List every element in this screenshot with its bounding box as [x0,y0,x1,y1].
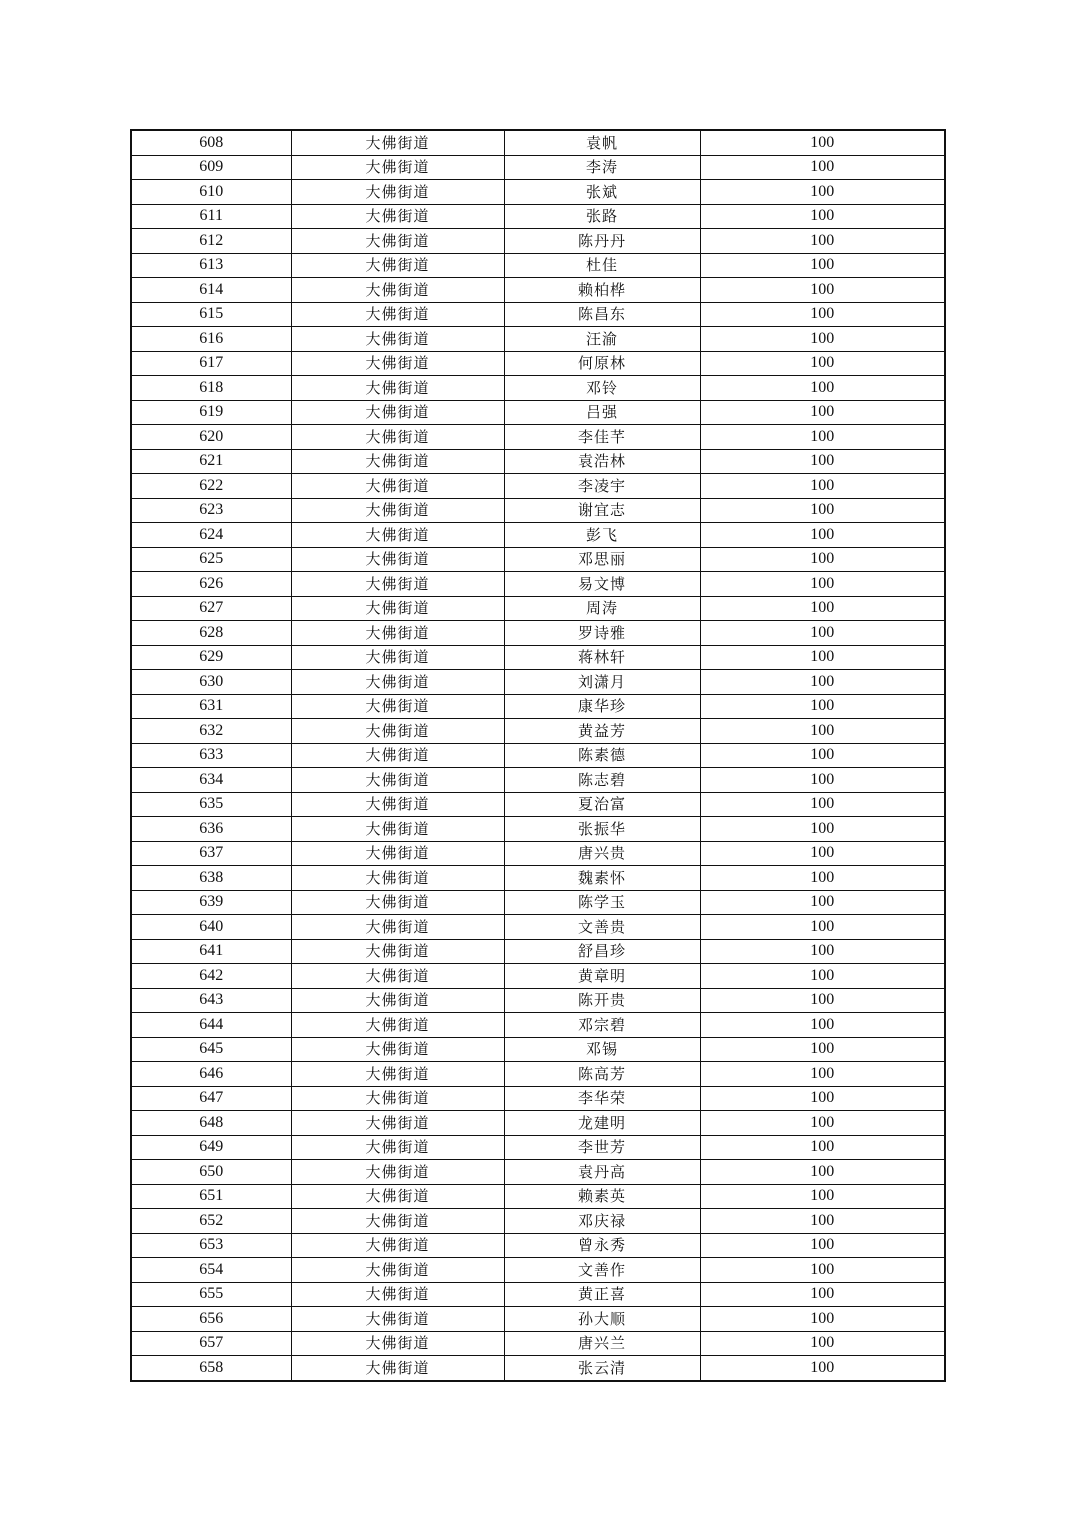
amount-cell: 100 [700,474,945,499]
person-name-cell: 邓思丽 [504,547,700,572]
person-name-cell: 邓锡 [504,1037,700,1062]
amount-cell: 100 [700,1307,945,1332]
person-name-cell: 魏素怀 [504,866,700,891]
table-row [131,155,945,180]
person-name-cell: 蒋林轩 [504,645,700,670]
amount-cell: 100 [700,278,945,303]
street-cell: 大佛街道 [291,425,504,450]
table-row [131,841,945,866]
street-cell: 大佛街道 [291,743,504,768]
table-row [131,302,945,327]
person-name-cell: 陈昌东 [504,302,700,327]
row-number-cell: 640 [131,915,291,940]
person-name-cell: 袁帆 [504,130,700,155]
person-name-cell: 李佳芊 [504,425,700,450]
row-number-cell: 629 [131,645,291,670]
amount-cell: 100 [700,498,945,523]
amount-cell: 100 [700,327,945,352]
amount-cell: 100 [700,1258,945,1283]
row-number-cell: 647 [131,1086,291,1111]
row-number-cell: 655 [131,1282,291,1307]
street-cell: 大佛街道 [291,1233,504,1258]
row-number-cell: 641 [131,939,291,964]
street-cell: 大佛街道 [291,130,504,155]
row-number-cell: 610 [131,180,291,205]
table-row [131,621,945,646]
row-number-cell: 648 [131,1111,291,1136]
table-row [131,400,945,425]
table-row [131,694,945,719]
street-cell: 大佛街道 [291,547,504,572]
person-name-cell: 杜佳 [504,253,700,278]
row-number-cell: 638 [131,866,291,891]
person-name-cell: 张斌 [504,180,700,205]
amount-cell: 100 [700,817,945,842]
row-number-cell: 612 [131,229,291,254]
row-number-cell: 617 [131,351,291,376]
table-row [131,596,945,621]
street-cell: 大佛街道 [291,498,504,523]
person-name-cell: 易文博 [504,572,700,597]
amount-cell: 100 [700,768,945,793]
person-name-cell: 张路 [504,204,700,229]
row-number-cell: 615 [131,302,291,327]
amount-cell: 100 [700,229,945,254]
person-name-cell: 彭飞 [504,523,700,548]
table-row [131,1233,945,1258]
person-name-cell: 张云清 [504,1356,700,1381]
row-number-cell: 656 [131,1307,291,1332]
amount-cell: 100 [700,1282,945,1307]
table-row [131,1282,945,1307]
table-row [131,988,945,1013]
table-row [131,890,945,915]
person-name-cell: 文善贵 [504,915,700,940]
table-row [131,449,945,474]
row-number-cell: 642 [131,964,291,989]
row-number-cell: 622 [131,474,291,499]
street-cell: 大佛街道 [291,523,504,548]
street-cell: 大佛街道 [291,204,504,229]
amount-cell: 100 [700,1331,945,1356]
row-number-cell: 645 [131,1037,291,1062]
amount-cell: 100 [700,596,945,621]
amount-cell: 100 [700,449,945,474]
person-name-cell: 罗诗雅 [504,621,700,646]
amount-cell: 100 [700,1086,945,1111]
table-row [131,130,945,155]
street-cell: 大佛街道 [291,964,504,989]
street-cell: 大佛街道 [291,621,504,646]
row-number-cell: 635 [131,792,291,817]
amount-cell: 100 [700,302,945,327]
amount-cell: 100 [700,1013,945,1038]
table-row [131,327,945,352]
row-number-cell: 650 [131,1160,291,1185]
person-name-cell: 赖柏桦 [504,278,700,303]
table-row [131,792,945,817]
person-name-cell: 龙建明 [504,1111,700,1136]
street-cell: 大佛街道 [291,351,504,376]
row-number-cell: 611 [131,204,291,229]
row-number-cell: 651 [131,1184,291,1209]
amount-cell: 100 [700,915,945,940]
row-number-cell: 618 [131,376,291,401]
amount-cell: 100 [700,866,945,891]
amount-cell: 100 [700,743,945,768]
street-cell: 大佛街道 [291,1184,504,1209]
amount-cell: 100 [700,1160,945,1185]
person-name-cell: 陈学玉 [504,890,700,915]
table-row [131,1209,945,1234]
person-name-cell: 陈开贵 [504,988,700,1013]
amount-cell: 100 [700,1356,945,1381]
street-cell: 大佛街道 [291,1307,504,1332]
amount-cell: 100 [700,890,945,915]
row-number-cell: 658 [131,1356,291,1381]
amount-cell: 100 [700,939,945,964]
roster-table-body [131,130,945,1381]
row-number-cell: 621 [131,449,291,474]
row-number-cell: 626 [131,572,291,597]
person-name-cell: 康华珍 [504,694,700,719]
table-row [131,670,945,695]
amount-cell: 100 [700,1062,945,1087]
street-cell: 大佛街道 [291,1037,504,1062]
amount-cell: 100 [700,1233,945,1258]
person-name-cell: 吕强 [504,400,700,425]
street-cell: 大佛街道 [291,278,504,303]
row-number-cell: 637 [131,841,291,866]
table-row [131,1111,945,1136]
street-cell: 大佛街道 [291,302,504,327]
table-row [131,425,945,450]
street-cell: 大佛街道 [291,890,504,915]
amount-cell: 100 [700,719,945,744]
table-row [131,547,945,572]
street-cell: 大佛街道 [291,866,504,891]
roster-table [130,129,946,1382]
amount-cell: 100 [700,694,945,719]
row-number-cell: 657 [131,1331,291,1356]
amount-cell: 100 [700,792,945,817]
street-cell: 大佛街道 [291,155,504,180]
person-name-cell: 陈高芳 [504,1062,700,1087]
street-cell: 大佛街道 [291,180,504,205]
person-name-cell: 舒昌珍 [504,939,700,964]
street-cell: 大佛街道 [291,1209,504,1234]
street-cell: 大佛街道 [291,449,504,474]
person-name-cell: 赖素英 [504,1184,700,1209]
table-row [131,866,945,891]
street-cell: 大佛街道 [291,719,504,744]
amount-cell: 100 [700,425,945,450]
amount-cell: 100 [700,1184,945,1209]
table-row [131,1135,945,1160]
person-name-cell: 夏治富 [504,792,700,817]
amount-cell: 100 [700,645,945,670]
person-name-cell: 文善作 [504,1258,700,1283]
row-number-cell: 649 [131,1135,291,1160]
row-number-cell: 624 [131,523,291,548]
table-row [131,915,945,940]
street-cell: 大佛街道 [291,694,504,719]
person-name-cell: 陈丹丹 [504,229,700,254]
street-cell: 大佛街道 [291,792,504,817]
street-cell: 大佛街道 [291,327,504,352]
street-cell: 大佛街道 [291,768,504,793]
person-name-cell: 黄章明 [504,964,700,989]
amount-cell: 100 [700,180,945,205]
row-number-cell: 653 [131,1233,291,1258]
table-row [131,351,945,376]
table-row [131,645,945,670]
table-row [131,1086,945,1111]
table-row [131,719,945,744]
person-name-cell: 黄正喜 [504,1282,700,1307]
row-number-cell: 623 [131,498,291,523]
amount-cell: 100 [700,572,945,597]
street-cell: 大佛街道 [291,670,504,695]
person-name-cell: 李华荣 [504,1086,700,1111]
person-name-cell: 周涛 [504,596,700,621]
row-number-cell: 652 [131,1209,291,1234]
street-cell: 大佛街道 [291,817,504,842]
amount-cell: 100 [700,130,945,155]
person-name-cell: 孙大顺 [504,1307,700,1332]
street-cell: 大佛街道 [291,1135,504,1160]
person-name-cell: 刘潇月 [504,670,700,695]
street-cell: 大佛街道 [291,1356,504,1381]
row-number-cell: 613 [131,253,291,278]
street-cell: 大佛街道 [291,988,504,1013]
street-cell: 大佛街道 [291,939,504,964]
table-row [131,1258,945,1283]
table-row [131,180,945,205]
street-cell: 大佛街道 [291,1282,504,1307]
row-number-cell: 625 [131,547,291,572]
row-number-cell: 619 [131,400,291,425]
row-number-cell: 636 [131,817,291,842]
row-number-cell: 620 [131,425,291,450]
row-number-cell: 639 [131,890,291,915]
table-row [131,1037,945,1062]
street-cell: 大佛街道 [291,1013,504,1038]
table-row [131,498,945,523]
street-cell: 大佛街道 [291,915,504,940]
amount-cell: 100 [700,204,945,229]
table-row [131,1160,945,1185]
person-name-cell: 李世芳 [504,1135,700,1160]
table-row [131,572,945,597]
row-number-cell: 614 [131,278,291,303]
row-number-cell: 627 [131,596,291,621]
street-cell: 大佛街道 [291,1111,504,1136]
row-number-cell: 643 [131,988,291,1013]
row-number-cell: 632 [131,719,291,744]
row-number-cell: 608 [131,130,291,155]
street-cell: 大佛街道 [291,1331,504,1356]
amount-cell: 100 [700,670,945,695]
amount-cell: 100 [700,1037,945,1062]
person-name-cell: 李涛 [504,155,700,180]
amount-cell: 100 [700,1111,945,1136]
row-number-cell: 646 [131,1062,291,1087]
street-cell: 大佛街道 [291,253,504,278]
street-cell: 大佛街道 [291,572,504,597]
table-row [131,743,945,768]
table-row [131,474,945,499]
row-number-cell: 609 [131,155,291,180]
row-number-cell: 633 [131,743,291,768]
table-row [131,1356,945,1381]
person-name-cell: 何原林 [504,351,700,376]
person-name-cell: 唐兴贵 [504,841,700,866]
street-cell: 大佛街道 [291,1062,504,1087]
table-row [131,376,945,401]
street-cell: 大佛街道 [291,645,504,670]
row-number-cell: 644 [131,1013,291,1038]
table-row [131,768,945,793]
table-row [131,229,945,254]
amount-cell: 100 [700,621,945,646]
person-name-cell: 黄益芳 [504,719,700,744]
table-row [131,1013,945,1038]
amount-cell: 100 [700,351,945,376]
amount-cell: 100 [700,376,945,401]
street-cell: 大佛街道 [291,229,504,254]
amount-cell: 100 [700,155,945,180]
table-row [131,1062,945,1087]
person-name-cell: 唐兴兰 [504,1331,700,1356]
table-row [131,964,945,989]
person-name-cell: 邓铃 [504,376,700,401]
street-cell: 大佛街道 [291,400,504,425]
street-cell: 大佛街道 [291,1086,504,1111]
amount-cell: 100 [700,400,945,425]
amount-cell: 100 [700,253,945,278]
street-cell: 大佛街道 [291,474,504,499]
person-name-cell: 曾永秀 [504,1233,700,1258]
table-row [131,1331,945,1356]
street-cell: 大佛街道 [291,596,504,621]
table-row [131,278,945,303]
person-name-cell: 陈素德 [504,743,700,768]
table-row [131,817,945,842]
person-name-cell: 袁浩林 [504,449,700,474]
amount-cell: 100 [700,1209,945,1234]
street-cell: 大佛街道 [291,376,504,401]
row-number-cell: 616 [131,327,291,352]
row-number-cell: 628 [131,621,291,646]
person-name-cell: 李凌宇 [504,474,700,499]
row-number-cell: 630 [131,670,291,695]
amount-cell: 100 [700,1135,945,1160]
person-name-cell: 邓庆禄 [504,1209,700,1234]
amount-cell: 100 [700,988,945,1013]
table-row [131,1307,945,1332]
table-row [131,204,945,229]
row-number-cell: 654 [131,1258,291,1283]
person-name-cell: 张振华 [504,817,700,842]
table-row [131,939,945,964]
row-number-cell: 634 [131,768,291,793]
street-cell: 大佛街道 [291,1160,504,1185]
street-cell: 大佛街道 [291,1258,504,1283]
person-name-cell: 汪渝 [504,327,700,352]
person-name-cell: 谢宜志 [504,498,700,523]
amount-cell: 100 [700,547,945,572]
amount-cell: 100 [700,841,945,866]
amount-cell: 100 [700,523,945,548]
row-number-cell: 631 [131,694,291,719]
street-cell: 大佛街道 [291,841,504,866]
table-row [131,523,945,548]
person-name-cell: 陈志碧 [504,768,700,793]
person-name-cell: 邓宗碧 [504,1013,700,1038]
person-name-cell: 袁丹高 [504,1160,700,1185]
amount-cell: 100 [700,964,945,989]
table-row [131,1184,945,1209]
table-row [131,253,945,278]
